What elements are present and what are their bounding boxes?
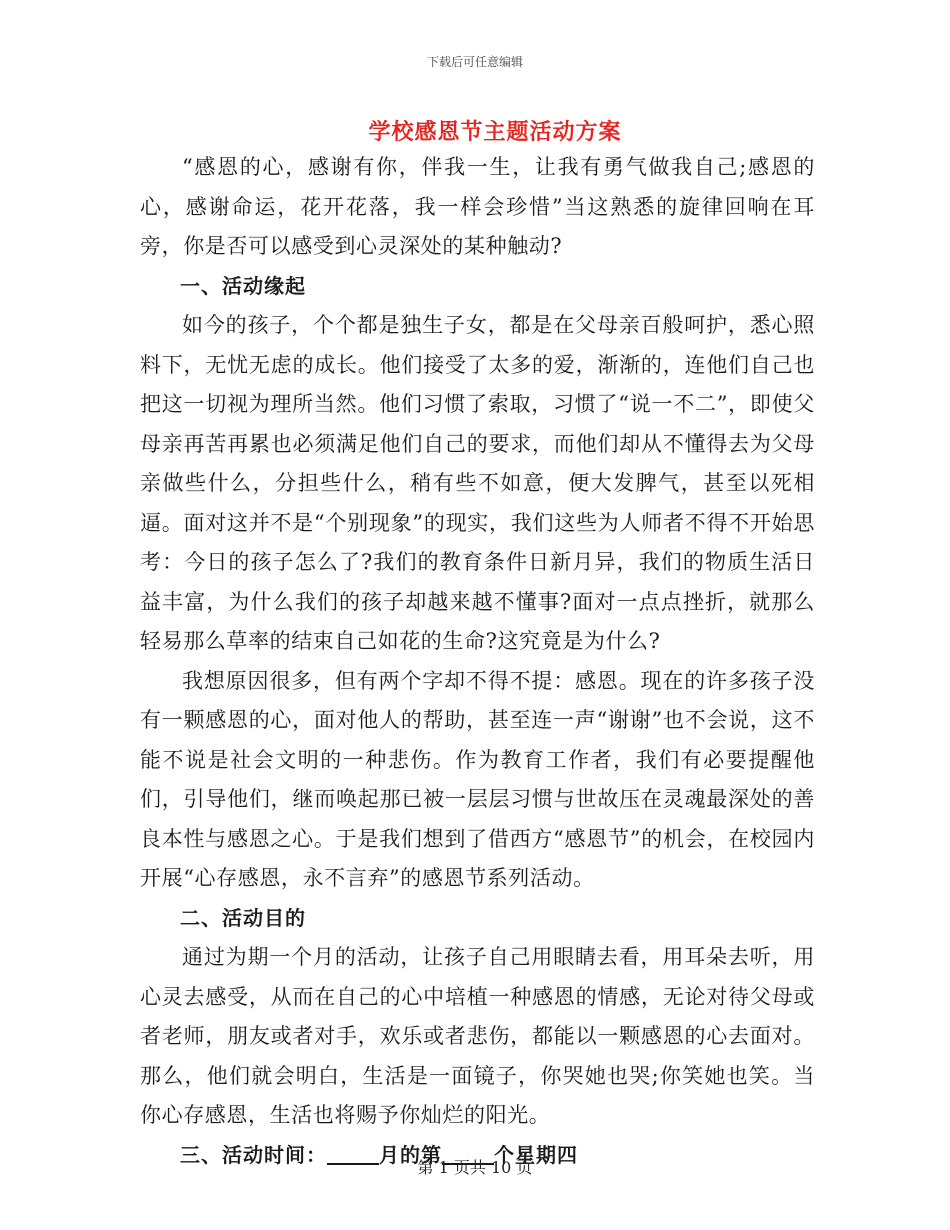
- purpose-paragraph: 通过为期一个月的活动，让孩子自己用眼睛去看，用耳朵去听，用心灵去感受，从而在自己的心中培植一种感恩的情感，无论对待父母或者老师，朋友或者对手，欢乐或者悲伤，都能以一颗感恩的心去面对。那么，他们就会明白，生活是一面镜子，你哭她也哭;你笑她也笑。当你心存感恩，生活也将赐予你灿烂的阳光。: [140, 945, 815, 1127]
- intro-paragraph: “感恩的心，感谢有你，伴我一生，让我有勇气做我自己;感恩的心，感谢命运，花开花落，我一样会珍惜”当这熟悉的旋律回响在耳旁，你是否可以感受到心灵深处的某种触动?: [140, 155, 815, 258]
- section-heading-purpose: 二、活动目的: [180, 905, 306, 930]
- document-body: [140, 148, 815, 1175]
- origin-paragraph-2: 我想原因很多，但有两个字却不得不提：感恩。现在的许多孩子没有一颗感恩的心，面对他人的帮助，甚至连一声“谢谢”也不会说，这不能不说是社会文明的一种悲伤。作为教育工作者，我们有必要提醒他们，引导他们，继而唤起那已被一层层习惯与世故压在灵魂最深处的善良本性与感恩之心。于是我们想到了借西方“感恩节”的机会，在校园内开展“心存感恩，永不言弃”的感恩节系列活动。: [140, 668, 815, 890]
- time-heading-mid: 月的第: [379, 1142, 442, 1167]
- section-heading-origin: 一、活动缘起: [180, 273, 306, 298]
- origin-paragraph-1: 如今的孩子，个个都是独生子女，都是在父母亲百般呵护，悉心照料下，无忧无虑的成长。他们接受了太多的爱，渐渐的，连他们自己也把这一切视为理所当然。他们习惯了索取，习惯了“说一不二”，即使父母亲再苦再累也必须满足他们自己的要求，而他们却从不懂得去为父母亲做些什么，分担些什么，稍有些不如意，便大发脾气，甚至以死相逼。面对这并不是“个别现象”的现实，我们这些为人师者不得不开始思考：今日的孩子怎么了?我们的教育条件日新月异，我们的物质生活日益丰富，为什么我们的孩子却越来越不懂事?面对一点点挫折，就那么轻易那么草率的结束自己如花的生命?这究竟是为什么?: [140, 313, 815, 653]
- page-footer: 第 1 页共 10 页: [417, 1158, 533, 1177]
- time-heading-prefix: 三、活动时间：: [180, 1142, 327, 1167]
- header-note: 下载后可任意编辑: [426, 55, 523, 69]
- document-title: 学校感恩节主题活动方案: [368, 119, 622, 145]
- time-heading-suffix: 个星期四: [494, 1142, 578, 1167]
